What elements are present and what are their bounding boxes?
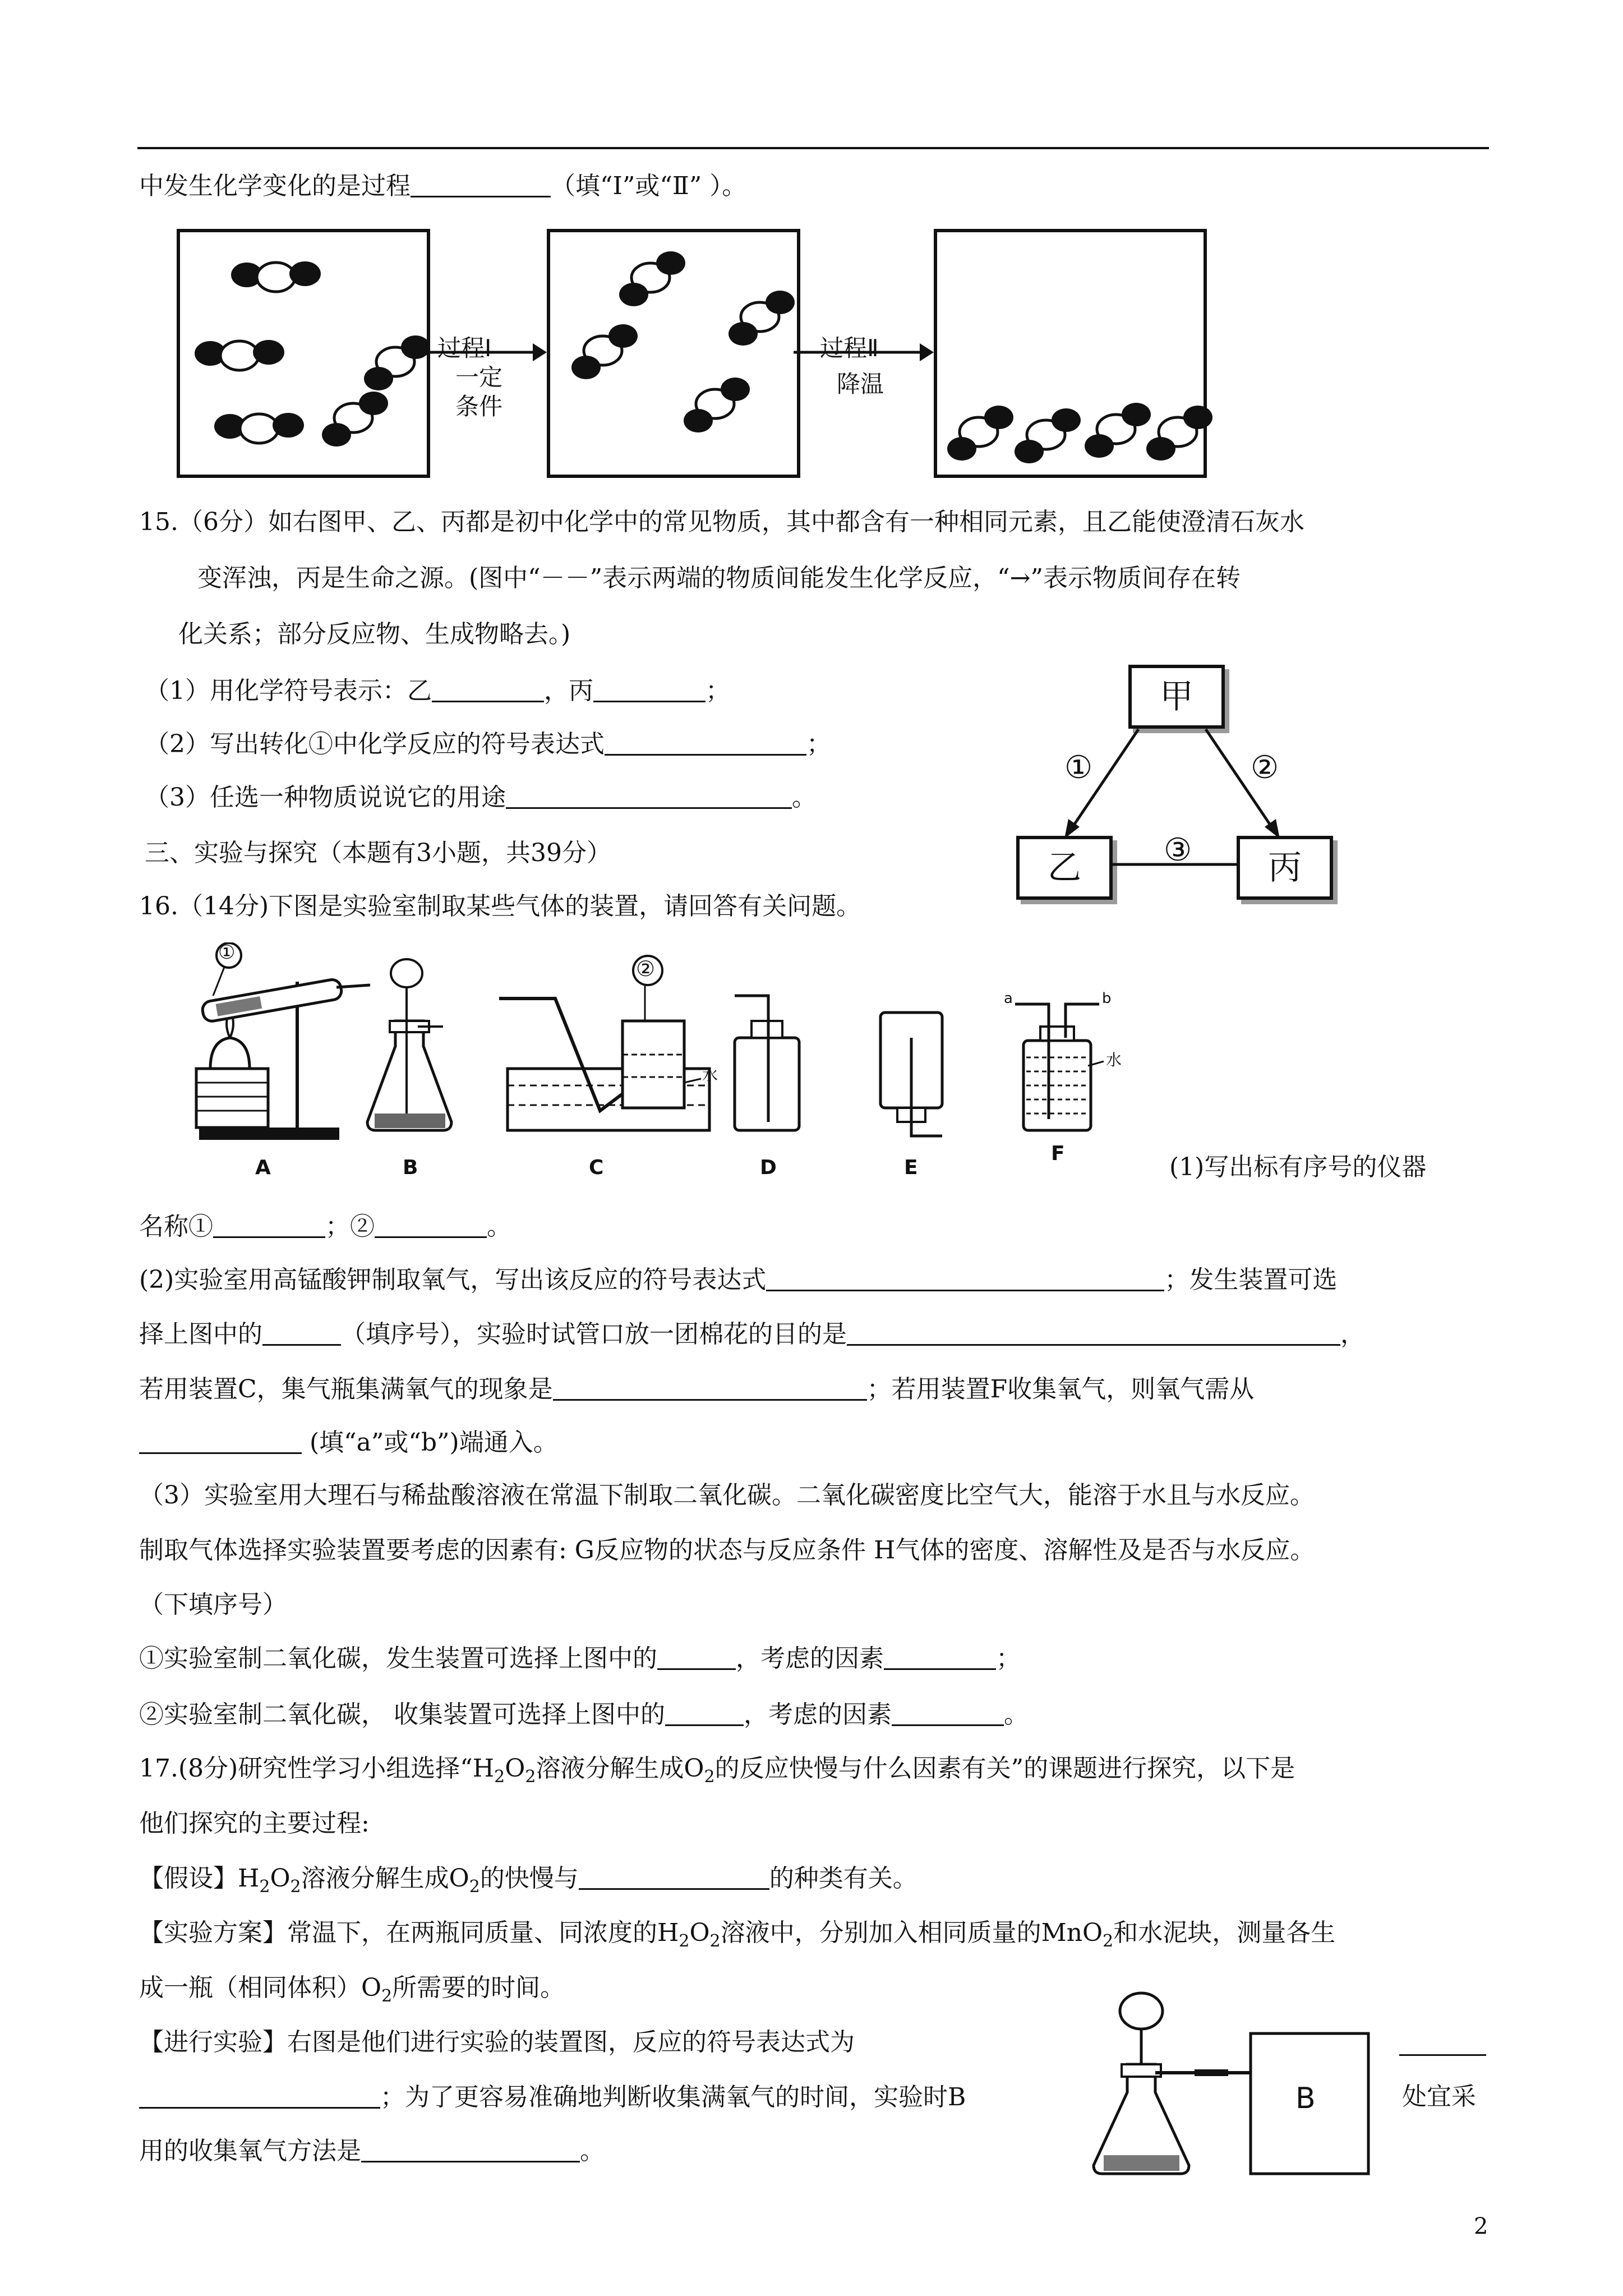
subscript: 2 bbox=[525, 1766, 536, 1787]
process-1-label: 过程Ⅰ bbox=[437, 334, 492, 362]
q15-sub-1-prefix: （1）用化学符号表示：乙 bbox=[145, 677, 432, 705]
arrowhead-2 bbox=[920, 343, 934, 361]
q16-sub-2-line-1 bbox=[139, 1265, 1337, 1295]
port-a-label: a bbox=[1004, 990, 1013, 1007]
label-d: D bbox=[760, 1156, 777, 1179]
q15-line-3: 化关系；部分反应物、生成物略去。) bbox=[178, 620, 571, 648]
q16-line-1: 16.（14分)下图是实验室制取某些气体的装置，请回答有关问题。 bbox=[139, 892, 861, 921]
answer-blank[interactable] bbox=[213, 1212, 325, 1238]
label-f: F bbox=[1051, 1142, 1065, 1165]
label-3: ③ bbox=[1164, 832, 1192, 868]
molecule bbox=[684, 378, 750, 432]
molecule bbox=[214, 413, 304, 443]
q16-sub-3-line-3: （下填序号） bbox=[139, 1590, 287, 1619]
section-3-heading: 三、实验与探究（本题有3小题，共39分） bbox=[145, 839, 611, 867]
answer-blank[interactable] bbox=[375, 1212, 487, 1238]
intro-text: 中发生化学变化的是过程 bbox=[139, 172, 411, 200]
q17-plan-line-1 bbox=[139, 1918, 1335, 1952]
answer-blank[interactable] bbox=[657, 1644, 736, 1670]
answer-blank[interactable] bbox=[884, 1644, 996, 1670]
q17-text: ；为了更容易准确地判断收集满氧气的时间，实验时B bbox=[380, 2083, 966, 2111]
q16-sub-1-prefix: 名称① bbox=[139, 1212, 213, 1241]
answer-blank[interactable] bbox=[579, 1864, 769, 1890]
q16-sub-2-line-2 bbox=[139, 1319, 1365, 1350]
q15-sub-3-end: 。 bbox=[792, 783, 817, 812]
q17-text: O bbox=[689, 1918, 710, 1947]
q16-sub-2-text: ；若用装置F收集氧气，则氧气需从 bbox=[866, 1375, 1255, 1404]
answer-blank[interactable] bbox=[361, 2136, 580, 2162]
molecule bbox=[231, 261, 321, 292]
q17-plan-line-2 bbox=[139, 1973, 565, 2007]
process-2-label: 过程Ⅱ bbox=[820, 334, 879, 362]
label-1: ① bbox=[1064, 749, 1093, 786]
q15-sub-2-prefix: （2）写出转化①中化学反应的符号表达式 bbox=[145, 730, 605, 758]
subscript: 2 bbox=[381, 1986, 393, 2006]
node-jia: 甲 bbox=[1128, 665, 1225, 729]
answer-blank[interactable] bbox=[766, 1265, 1164, 1291]
q16-sub-3-line-1: （3）实验室用大理石与稀盐酸溶液在常温下制取二氧化碳。二氧化碳密度比空气大，能溶于水且与水反应。 bbox=[139, 1481, 1315, 1510]
process-2-condition: 降温 bbox=[837, 370, 884, 398]
process-1-condition-a: 一定 bbox=[455, 364, 503, 391]
q17-experiment-line-1: 【进行实验】右图是他们进行实验的装置图，反应的符号表达式为 bbox=[139, 2028, 855, 2056]
answer-blank[interactable] bbox=[553, 1374, 867, 1401]
q16-sub-1-sep: ；② bbox=[325, 1212, 375, 1241]
page-number: 2 bbox=[1474, 2214, 1488, 2239]
answer-blank[interactable] bbox=[847, 1319, 1340, 1346]
q17-text: 溶液中，分别加入相同质量的MnO bbox=[720, 1918, 1103, 1947]
subscript: 2 bbox=[1103, 1931, 1114, 1951]
q16-sub-3-line-4 bbox=[139, 1644, 1021, 1674]
q17-text: 溶液分解生成O bbox=[536, 1754, 704, 1783]
q15-line-2: 变浑浊，丙是生命之源。(图中“－－”表示两端的物质间能发生化学反应，“→”表示物质间存在转 bbox=[197, 564, 1241, 592]
answer-blank[interactable] bbox=[892, 1700, 1004, 1726]
q16-sub-3-line-2: 制取气体选择实验装置要考虑的因素有: G反应物的状态与反应条件 H气体的密度、溶解性及是否与水反应。 bbox=[139, 1536, 1315, 1565]
water-label-c: 水 bbox=[702, 1066, 718, 1084]
answer-blank[interactable] bbox=[139, 1428, 302, 1454]
molecule bbox=[195, 340, 284, 370]
q16-sub-3-text: ，考虑的因素 bbox=[743, 1700, 892, 1729]
process-1-condition-b: 条件 bbox=[455, 393, 503, 420]
q16-sub-2-text: (2)实验室用高锰酸钾制取氧气，写出该反应的符号表达式 bbox=[139, 1266, 767, 1294]
molecule bbox=[947, 406, 1013, 461]
label-c: C bbox=[589, 1156, 604, 1179]
subscript: 2 bbox=[704, 1766, 715, 1787]
q16-sub-2-text: 择上图中的 bbox=[139, 1320, 262, 1349]
q16-sub-1-end: 。 bbox=[487, 1212, 511, 1241]
answer-blank[interactable] bbox=[139, 2082, 380, 2109]
q17-apparatus-diagram bbox=[1066, 1975, 1458, 2199]
q17-experiment-line-3 bbox=[139, 2136, 605, 2166]
q17-text: 【实验方案】常温下，在两瓶同质量、同浓度的H bbox=[139, 1918, 679, 1947]
node-yi: 乙 bbox=[1016, 836, 1113, 900]
q16-sub-1-tail: (1)写出标有序号的仪器 bbox=[1169, 1153, 1427, 1181]
q16-sub-2-text: 若用装置C，集气瓶集满氧气的现象是 bbox=[139, 1375, 553, 1404]
marker-2-label: ② bbox=[636, 956, 656, 981]
q15-line-1: 15.（6分）如右图甲、乙、丙都是初中化学中的常见物质，其中都含有一种相同元素，且乙能使澄清石灰水 bbox=[139, 508, 1304, 536]
molecule bbox=[1015, 408, 1081, 463]
q16-sub-3-text: ； bbox=[996, 1644, 1021, 1673]
q16-sub-2-line-3 bbox=[139, 1374, 1254, 1405]
q17-text: 【假设】H bbox=[139, 1864, 260, 1893]
q17-text: 。 bbox=[580, 2137, 605, 2165]
q17-text: 17.(8分)研究性学习小组选择“H bbox=[139, 1754, 495, 1783]
q17-experiment-line-2-tail: 处宜采 bbox=[1402, 2082, 1476, 2111]
alcohol-lamp-a bbox=[210, 1038, 250, 1069]
q16-sub-3-text: ②实验室制二氧化碳， 收集装置可选择上图中的 bbox=[139, 1700, 665, 1729]
answer-blank[interactable] bbox=[262, 1319, 341, 1346]
molecule bbox=[1085, 403, 1151, 458]
q17-text: O bbox=[505, 1754, 525, 1783]
molecule bbox=[1146, 406, 1212, 461]
subscript: 2 bbox=[709, 1931, 721, 1951]
intro-hint: （填“Ⅰ”或“Ⅱ” ）。 bbox=[551, 172, 747, 200]
subscript: 2 bbox=[494, 1766, 505, 1787]
apparatus-diagram bbox=[0, 942, 1623, 1178]
subscript: 2 bbox=[469, 1876, 480, 1897]
q17-text: O bbox=[270, 1864, 291, 1893]
q17-line-2: 他们探究的主要过程: bbox=[139, 1809, 370, 1838]
q17-text: 成一瓶（相同体积）O bbox=[139, 1973, 382, 2002]
q15-sub-1-end: ； bbox=[706, 677, 730, 705]
gas-bottle-f bbox=[1023, 1041, 1091, 1130]
label-2: ② bbox=[1251, 749, 1279, 786]
molecule-diagram bbox=[0, 0, 1623, 505]
q17-text: 和水泥块，测量各生 bbox=[1113, 1918, 1336, 1947]
molecule bbox=[619, 251, 685, 306]
q16-sub-3-text: ，考虑的因素 bbox=[736, 1644, 884, 1673]
marker-1-label: ① bbox=[218, 941, 236, 964]
q17-text: 溶液分解生成O bbox=[301, 1864, 469, 1893]
label-a: A bbox=[255, 1156, 271, 1179]
q17-text: 的快慢与 bbox=[479, 1864, 579, 1893]
q17-text: 用的收集氧气方法是 bbox=[139, 2137, 361, 2165]
q16-sub-2-line-4 bbox=[139, 1428, 558, 1458]
q17-text: 的反应快慢与什么因素有关”的课题进行探究，以下是 bbox=[714, 1754, 1295, 1783]
answer-blank[interactable] bbox=[665, 1700, 744, 1726]
test-tube-a bbox=[201, 978, 343, 1023]
molecule bbox=[571, 324, 638, 379]
node-bing: 丙 bbox=[1237, 836, 1333, 900]
q15-sub-1-mid: ，丙 bbox=[544, 677, 593, 705]
q17-hypothesis bbox=[139, 1864, 917, 1897]
q16-sub-1 bbox=[139, 1212, 511, 1242]
label-e: E bbox=[904, 1156, 918, 1179]
subscript: 2 bbox=[290, 1876, 301, 1897]
molecule bbox=[322, 392, 388, 447]
q16-sub-2-text: ， bbox=[1340, 1320, 1365, 1349]
q16-sub-2-text: ；发生装置可选 bbox=[1164, 1266, 1338, 1294]
label-b: B bbox=[403, 1156, 418, 1179]
q17-text: 所需要的时间。 bbox=[392, 1973, 565, 2002]
q17-text: 的种类有关。 bbox=[769, 1864, 917, 1893]
port-b-label: b bbox=[1102, 990, 1112, 1007]
q16-sub-3-line-5 bbox=[139, 1700, 1029, 1730]
water-label-f: 水 bbox=[1106, 1051, 1122, 1069]
q15-sub-2-end: ； bbox=[806, 730, 831, 758]
subscript: 2 bbox=[679, 1931, 690, 1951]
q15-sub-3-prefix: （3）任选一种物质说说它的用途 bbox=[145, 783, 506, 812]
molecule bbox=[728, 291, 795, 346]
q16-sub-2-text: (填“a”或“b”)端通入。 bbox=[310, 1428, 558, 1457]
q16-sub-2-text: （填序号），实验时试管口放一团棉花的目的是 bbox=[341, 1320, 847, 1349]
q17-experiment-line-2 bbox=[139, 2082, 966, 2113]
molecule bbox=[364, 335, 430, 390]
q16-sub-3-text: ①实验室制二氧化碳，发生装置可选择上图中的 bbox=[139, 1644, 657, 1673]
q16-sub-3-text: 。 bbox=[1003, 1700, 1029, 1729]
arrowhead-1 bbox=[533, 343, 547, 361]
q17-line-1 bbox=[139, 1754, 1295, 1787]
box-b-label: B bbox=[1295, 2082, 1316, 2115]
triangle-arrows bbox=[0, 645, 1623, 926]
stand-base-a bbox=[199, 1128, 339, 1140]
wooden-block-a bbox=[196, 1069, 268, 1128]
gas-bottle-c bbox=[623, 1021, 684, 1108]
subscript: 2 bbox=[259, 1876, 270, 1897]
